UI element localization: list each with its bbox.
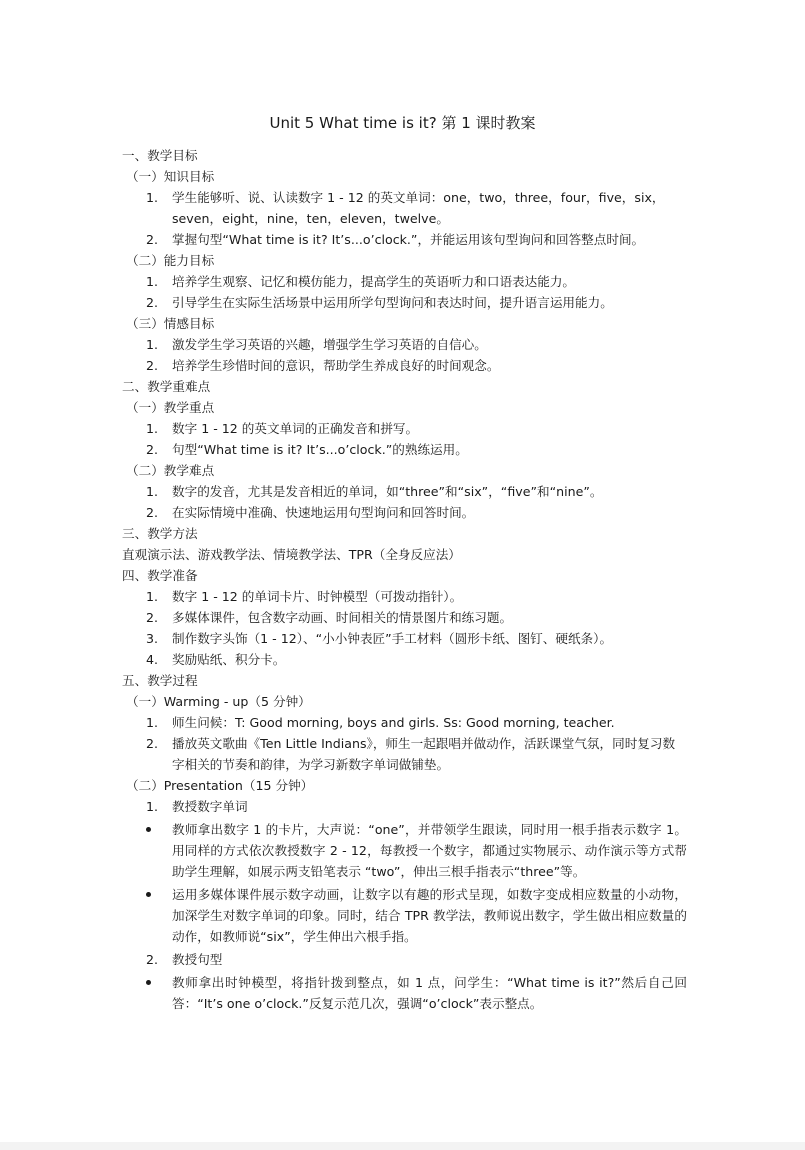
list-text: 制作数字头饰（1 - 12）、“小小钟表匠”手工材料（圆形卡纸、图钉、硬纸条）。 (172, 631, 613, 646)
bullet-dot-icon (146, 980, 151, 985)
bullet-item (122, 819, 687, 882)
subsection-heading-difficulty: （二）教学难点 (126, 463, 215, 478)
list-item (122, 628, 687, 649)
list-text: 在实际情境中准确、快速地运用句型询问和回答时间。 (172, 505, 475, 520)
list-number: 2. (146, 610, 159, 625)
methods-text: 直观演示法、游戏教学法、情境教学法、TPR（全身反应法） (122, 547, 461, 562)
bullet-text: 教师拿出时钟模型，将指针拨到整点，如 1 点，问学生：“What time is it?”然后自己回答：“It’s one o’clock.”反复示范几次，强调“o’clock”表示整点。 (172, 975, 687, 1011)
section-heading-methods: 三、教学方法 (122, 526, 198, 541)
list-item (122, 607, 687, 628)
list-number: 1. (146, 421, 159, 436)
list-text: 奖励贴纸、积分卡。 (172, 652, 286, 667)
list-item (122, 796, 687, 817)
list-item (122, 733, 687, 775)
list-number: 2. (146, 505, 159, 520)
list-item (122, 502, 687, 523)
subsection-heading-emotion: （三）情感目标 (126, 316, 215, 331)
list-text: 句型“What time is it? It’s...o’clock.”的熟练运用。 (172, 442, 468, 457)
bullet-item (122, 884, 687, 947)
list-text: 数字的发音，尤其是发音相近的单词，如“three”和“six”，“five”和“nine”。 (172, 484, 603, 499)
list-text: 教授句型 (172, 952, 223, 967)
subsection-heading-presentation: （二）Presentation（15 分钟） (126, 778, 314, 793)
list-number: 2. (146, 952, 159, 967)
list-item (122, 439, 687, 460)
section-heading-key-points: 二、教学重难点 (122, 379, 211, 394)
list-text: 播放英文歌曲《Ten Little Indians》，师生一起跟唱并做动作，活跃课堂气氛，同时复习数字相关的节奏和韵律，为学习新数字单词做铺垫。 (172, 736, 676, 772)
list-item (122, 292, 687, 313)
list-number: 3. (146, 631, 159, 646)
list-number: 1. (146, 337, 159, 352)
subsection-heading-knowledge: （一）知识目标 (126, 169, 215, 184)
list-item (122, 949, 687, 970)
list-number: 2. (146, 232, 159, 247)
list-text: 引导学生在实际生活场景中运用所学句型询问和表达时间，提升语言运用能力。 (172, 295, 613, 310)
bullet-text: 运用多媒体课件展示数字动画，让数字以有趣的形式呈现，如数字变成相应数量的小动物，加深学生对数字单词的印象。同时，结合 TPR 教学法，教师说出数字，学生做出相应数量的动作，如教师说“six”，学生伸出六根手指。 (172, 887, 687, 944)
list-text: 学生能够听、说、认读数字 1 - 12 的英文单词：one，two，three，four，five，six，seven，eight，nine，ten，eleven，twelve。 (172, 190, 665, 226)
subsection-heading-warming-up: （一）Warming - up（5 分钟） (126, 694, 311, 709)
list-item (122, 355, 687, 376)
list-item (122, 418, 687, 439)
list-text: 师生问候：T: Good morning, boys and girls. Ss: Good morning, teacher. (172, 715, 615, 730)
list-number: 1. (146, 190, 159, 205)
subsection-heading-focus: （一）教学重点 (126, 400, 215, 415)
bullet-text: 教师拿出数字 1 的卡片，大声说：“one”，并带领学生跟读，同时用一根手指表示数字 1。用同样的方式依次教授数字 2 - 12，每教授一个数字，都通过实物展示、动作演示等方式帮助学生理解，如展示两支铅笔表示 “two”，伸出三根手指表示“three”等。 (172, 822, 687, 879)
list-number: 2. (146, 358, 159, 373)
section-heading-process: 五、教学过程 (122, 673, 198, 688)
list-number: 1. (146, 484, 159, 499)
list-item (122, 187, 687, 229)
list-number: 1. (146, 274, 159, 289)
list-text: 培养学生观察、记忆和模仿能力，提高学生的英语听力和口语表达能力。 (172, 274, 575, 289)
list-item (122, 649, 687, 670)
list-item (122, 586, 687, 607)
list-text: 数字 1 - 12 的单词卡片、时钟模型（可拨动指针）。 (172, 589, 463, 604)
list-number: 2. (146, 442, 159, 457)
list-text: 掌握句型“What time is it? It’s...o’clock.”，并能运用该句型询问和回答整点时间。 (172, 232, 645, 247)
list-number: 2. (146, 295, 159, 310)
subsection-heading-ability: （二）能力目标 (126, 253, 215, 268)
bullet-dot-icon (146, 892, 151, 897)
section-heading-objectives: 一、教学目标 (122, 148, 198, 163)
document-body (122, 145, 687, 1016)
list-text: 培养学生珍惜时间的意识，帮助学生养成良好的时间观念。 (172, 358, 500, 373)
list-text: 激发学生学习英语的兴趣，增强学生学习英语的自信心。 (172, 337, 487, 352)
list-item (122, 271, 687, 292)
list-text: 教授数字单词 (172, 799, 248, 814)
list-item (122, 334, 687, 355)
list-item (122, 229, 687, 250)
list-text: 多媒体课件，包含数字动画、时间相关的情景图片和练习题。 (172, 610, 513, 625)
bullet-dot-icon (146, 827, 151, 832)
list-number: 1. (146, 589, 159, 604)
list-text: 数字 1 - 12 的英文单词的正确发音和拼写。 (172, 421, 419, 436)
list-item (122, 481, 687, 502)
bullet-item (122, 972, 687, 1014)
section-heading-preparation: 四、教学准备 (122, 568, 198, 583)
list-number: 1. (146, 715, 159, 730)
list-number: 2. (146, 736, 159, 751)
list-item (122, 712, 687, 733)
list-number: 1. (146, 799, 159, 814)
list-number: 4. (146, 652, 159, 667)
document-title: Unit 5 What time is it? 第 1 课时教案 (269, 114, 536, 132)
